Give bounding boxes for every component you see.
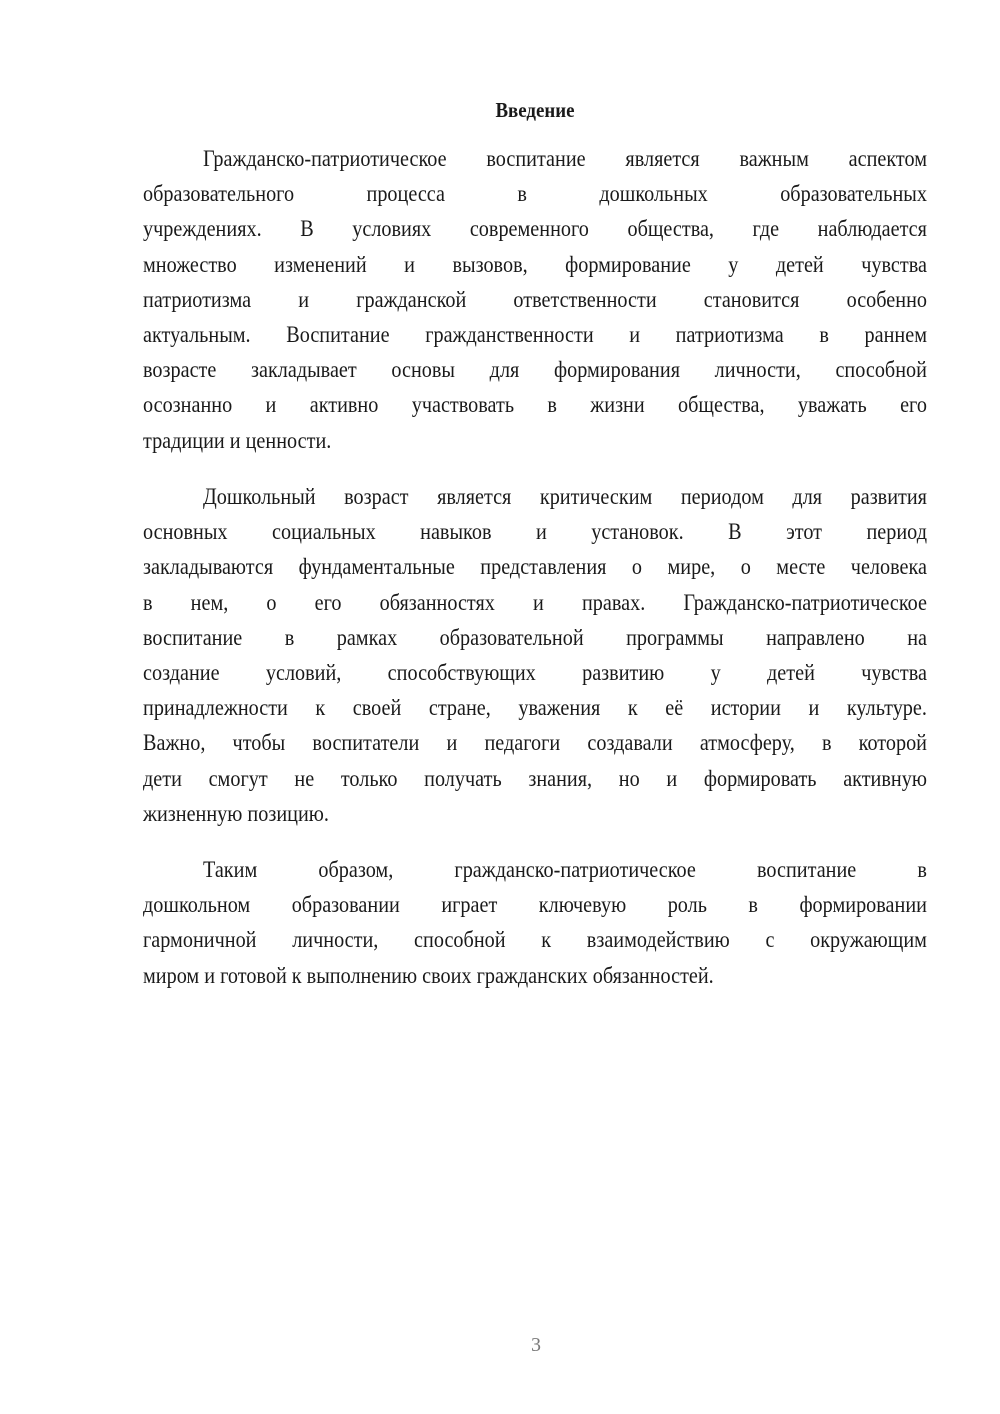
text-line: основных социальных навыков и установок. В этот период	[143, 519, 927, 546]
text-line: Таким образом, гражданско-патриотическое воспитание в	[202, 857, 927, 883]
text-line: принадлежности к своей стране, уважения к её истории и культуре.	[143, 695, 927, 722]
section-title: Введение	[495, 98, 575, 122]
text-line: образовательного процесса в дошкольных образовательных	[143, 181, 927, 208]
text-line: Гражданско-патриотическое воспитание является важным аспектом	[202, 146, 927, 172]
text-line: закладываются фундаментальные представления о мире, о месте человека	[143, 554, 927, 581]
text-line: традиции и ценности.	[143, 427, 332, 454]
page-number: 3	[531, 1334, 541, 1356]
text-line: в нем, о его обязанностях и правах. Гражданско-патриотическое	[143, 589, 927, 616]
text-line: патриотизма и гражданской ответственности становится особенно	[143, 286, 927, 313]
text-line: Важно, чтобы воспитатели и педагоги создавали атмосферу, в которой	[143, 730, 927, 757]
text-line: воспитание в рамках образовательной программы направлено на	[143, 624, 927, 651]
text-line: возрасте закладывает основы для формирования личности, способной	[143, 357, 927, 384]
paragraph-3	[143, 853, 927, 994]
text-line: актуальным. Воспитание гражданственности и патриотизма в раннем	[143, 321, 927, 348]
paragraph-1	[143, 142, 927, 459]
text-line: Дошкольный возраст является критическим периодом для развития	[202, 484, 927, 510]
paragraph-2	[143, 480, 927, 832]
text-line: создание условий, способствующих развитию у детей чувства	[143, 659, 927, 686]
text-line: гармоничной личности, способной к взаимодействию с окружающим	[143, 927, 927, 954]
text-line: жизненную позицию.	[143, 800, 329, 827]
text-line: дети смогут не только получать знания, но и формировать активную	[143, 765, 927, 792]
text-line: множество изменений и вызовов, формирование у детей чувства	[143, 251, 927, 278]
text-line: осознанно и активно участвовать в жизни общества, уважать его	[143, 392, 927, 419]
text-line: учреждениях. В условиях современного общества, где наблюдается	[143, 216, 927, 243]
text-line: миром и готовой к выполнению своих гражданских обязанностей.	[143, 962, 714, 989]
text-line: дошкольном образовании играет ключевую роль в формировании	[143, 892, 927, 919]
